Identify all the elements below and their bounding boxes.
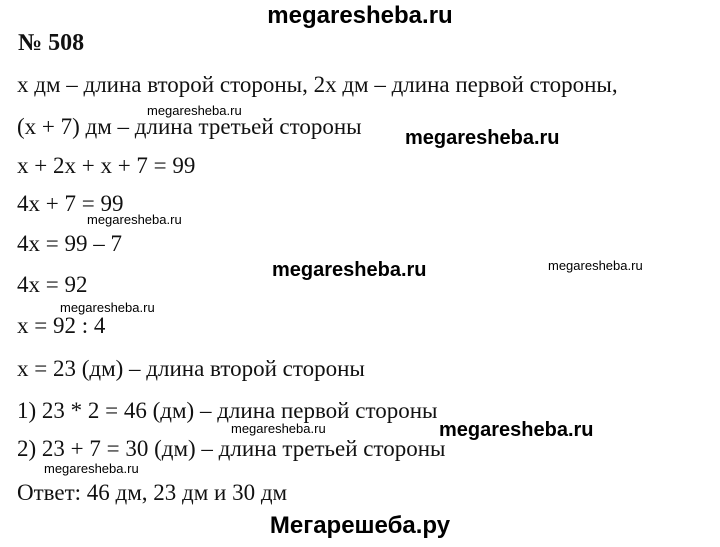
solution-line-5: 4x = 99 – 7	[17, 231, 122, 256]
answer-line: Ответ: 46 дм, 23 дм и 30 дм	[17, 480, 288, 505]
solution-line-10: 2) 23 + 7 = 30 (дм) – длина третьей стороны	[17, 436, 446, 461]
watermark-big: megaresheba.ru	[439, 419, 594, 441]
site-watermark-header: megaresheba.ru	[267, 2, 453, 29]
watermark-small: megaresheba.ru	[231, 421, 326, 436]
watermark-small: megaresheba.ru	[548, 258, 643, 273]
solution-line-2: (x + 7) дм – длина третьей стороны	[17, 114, 362, 139]
problem-number: № 508	[18, 30, 85, 56]
solution-line-8: x = 23 (дм) – длина второй стороны	[17, 356, 365, 381]
watermark-small: megaresheba.ru	[60, 300, 155, 315]
watermark-small: megaresheba.ru	[87, 212, 182, 227]
watermark-small: megaresheba.ru	[44, 461, 139, 476]
solution-line-3: x + 2x + x + 7 = 99	[17, 153, 196, 178]
solution-line-7: x = 92 : 4	[17, 313, 106, 338]
site-brand-footer: Мегарешеба.ру	[269, 512, 451, 539]
solution-line-9: 1) 23 * 2 = 46 (дм) – длина первой стороны	[17, 398, 438, 423]
solution-line-1: x дм – длина второй стороны, 2x дм – длина первой стороны,	[17, 72, 618, 97]
watermark-big: megaresheba.ru	[405, 127, 560, 149]
watermark-big: megaresheba.ru	[272, 259, 427, 281]
watermark-small: megaresheba.ru	[147, 103, 242, 118]
solution-line-6: 4x = 92	[17, 272, 88, 297]
solution-line-4: 4x + 7 = 99	[17, 191, 124, 216]
